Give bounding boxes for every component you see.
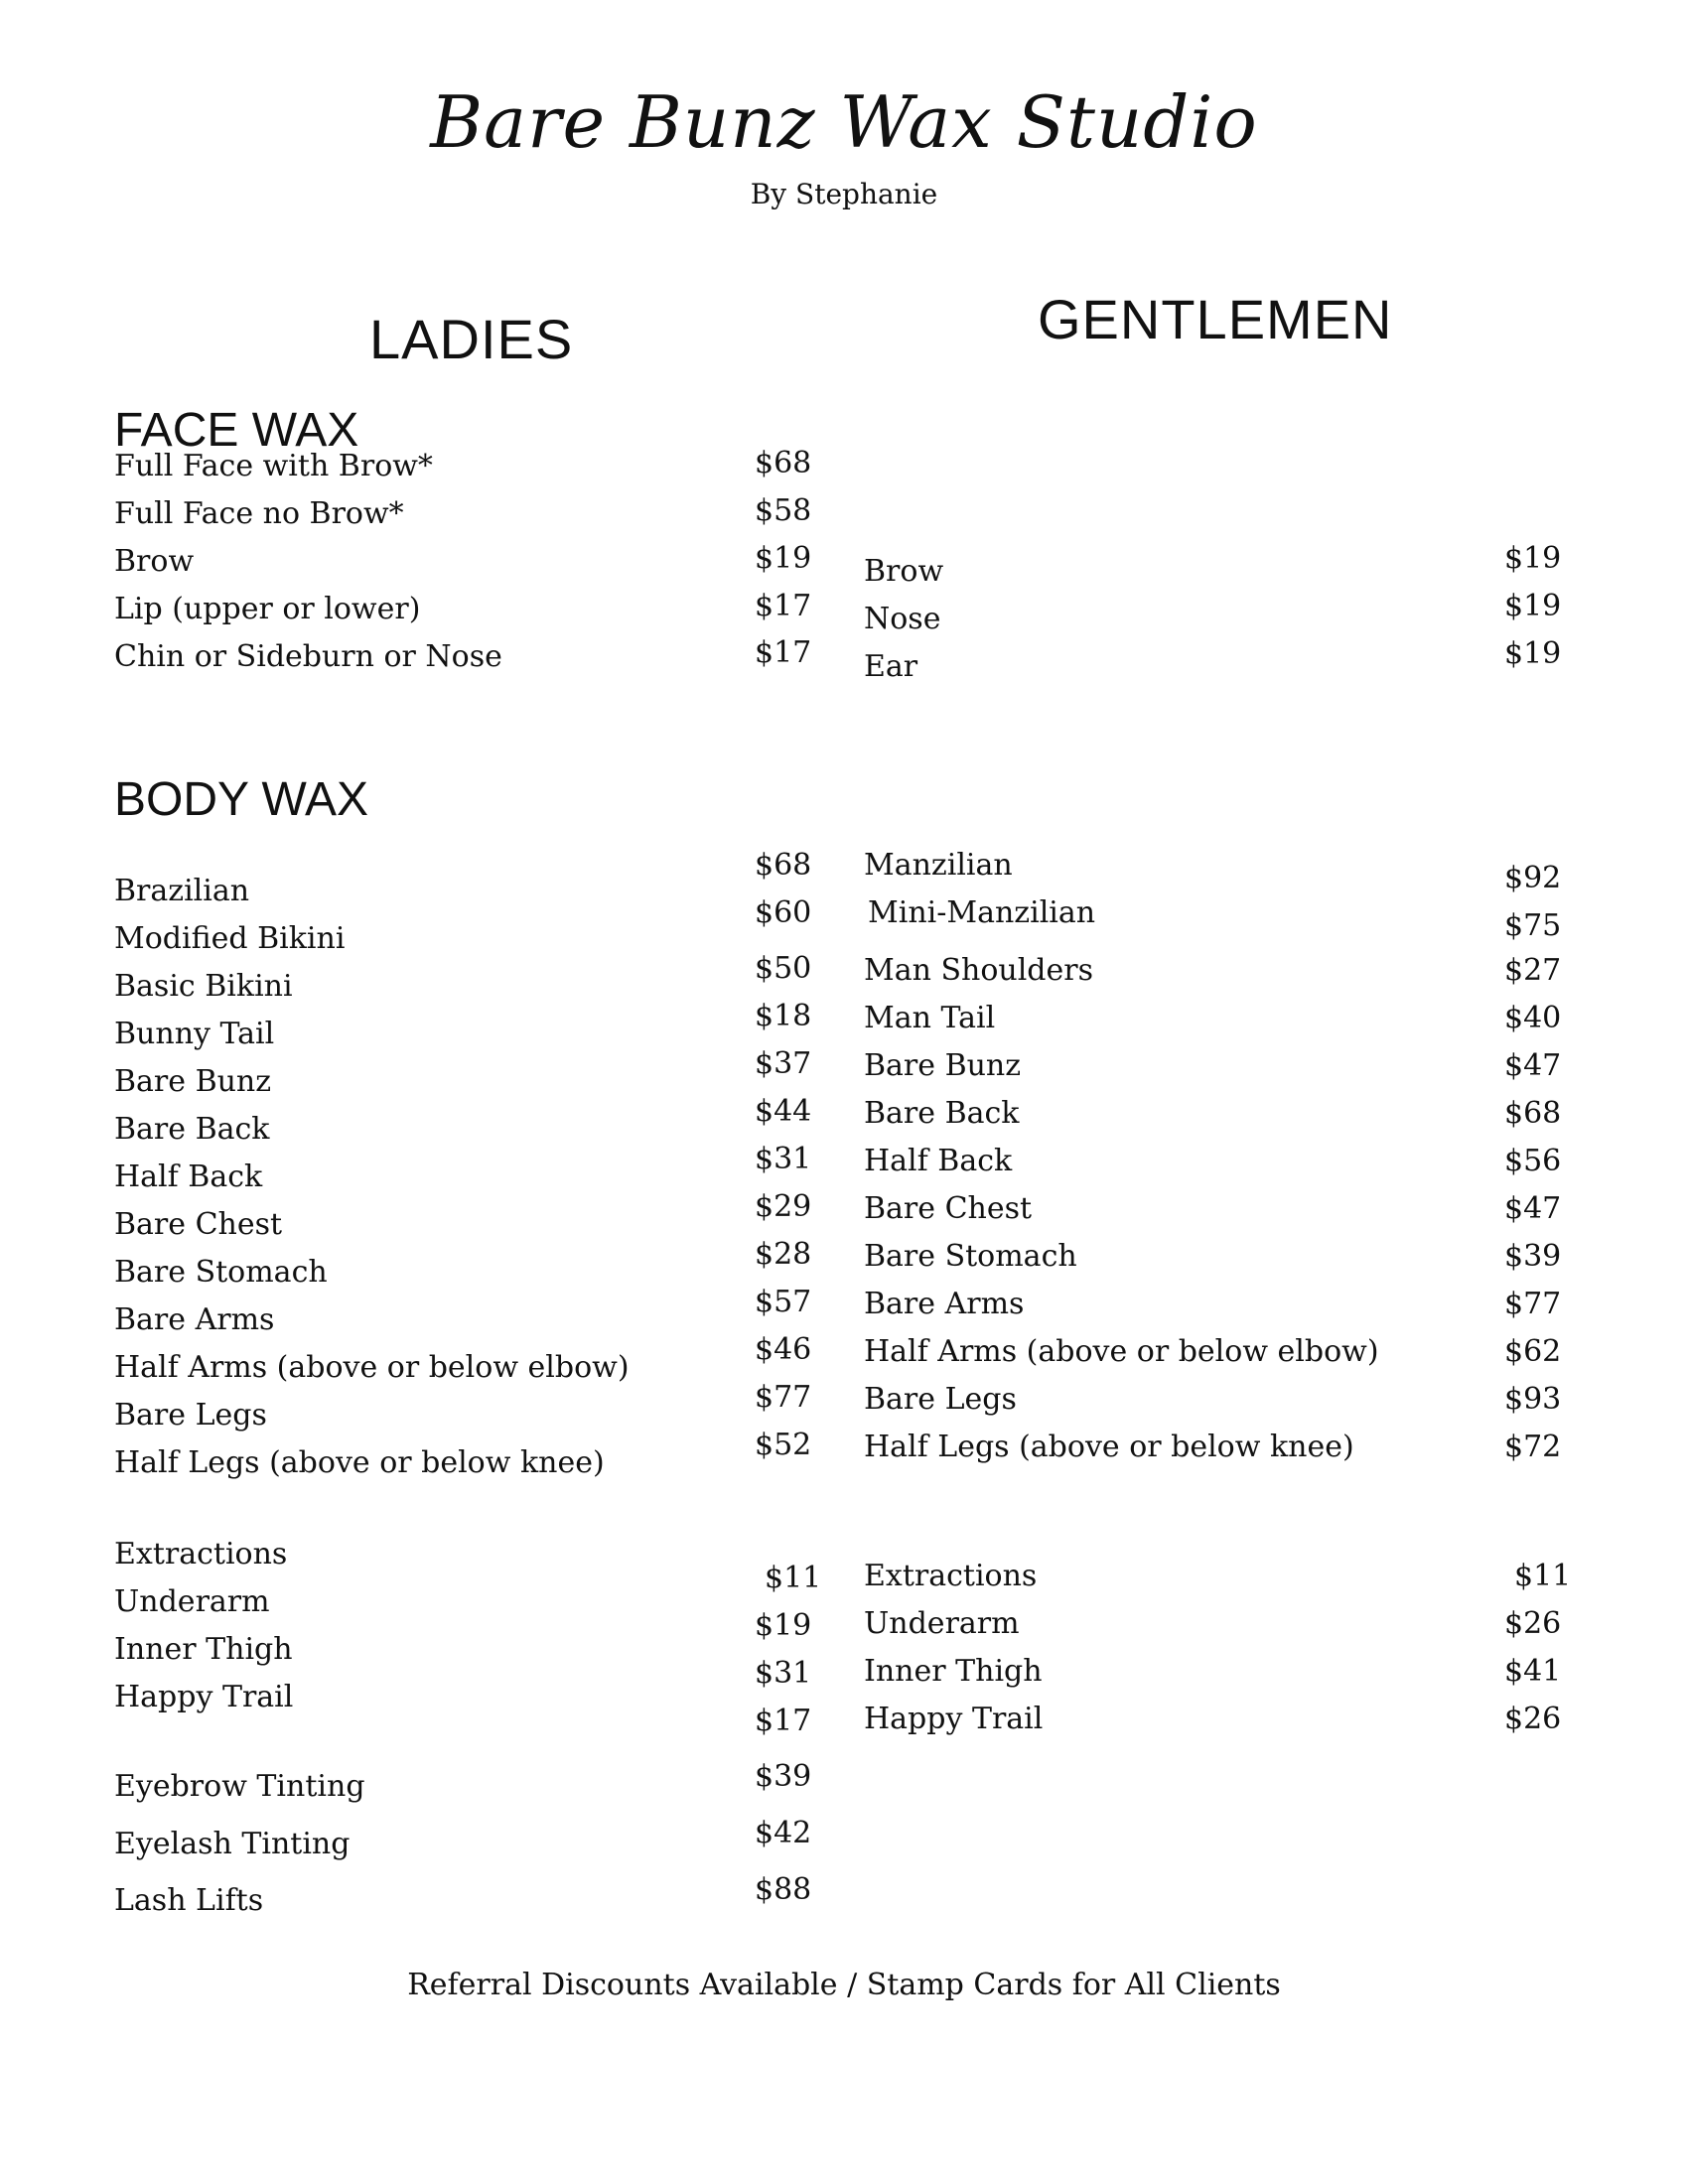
list-item-price: $56: [1504, 1144, 1562, 1178]
ladies-body-wax-heading: BODY WAX: [114, 773, 369, 826]
list-item: Nose: [864, 602, 941, 636]
list-item-price: $17: [755, 589, 812, 623]
list-item: Eyebrow Tinting: [114, 1769, 365, 1804]
list-item-price: $40: [1504, 1001, 1562, 1035]
list-item-price: $75: [1504, 908, 1562, 943]
list-item: Bare Arms: [864, 1287, 1025, 1321]
list-item: Full Face no Brow*: [114, 496, 404, 531]
list-item-price: $19: [1504, 541, 1562, 576]
list-item-price: $58: [755, 493, 812, 528]
list-item-price: $39: [1504, 1239, 1562, 1274]
list-item: Extractions: [114, 1537, 288, 1571]
page-title: Bare Bunz Wax Studio: [430, 80, 1258, 164]
list-item: Half Back: [864, 1144, 1013, 1178]
list-item-price: $26: [1504, 1606, 1562, 1641]
list-item: Bunny Tail: [114, 1017, 275, 1051]
list-item: Underarm: [864, 1606, 1020, 1641]
list-item-price: $60: [755, 895, 812, 930]
list-item-price: $72: [1504, 1430, 1562, 1464]
list-item: Half Legs (above or below knee): [114, 1445, 605, 1480]
list-item-price: $88: [755, 1872, 812, 1907]
list-item-price: $39: [755, 1759, 812, 1794]
list-item: Lash Lifts: [114, 1883, 264, 1918]
list-item-price: $37: [755, 1046, 812, 1081]
list-item: Happy Trail: [864, 1702, 1044, 1736]
list-item-price: $42: [755, 1816, 812, 1850]
list-item: Lip (upper or lower): [114, 592, 421, 626]
list-item-price: $68: [1504, 1096, 1562, 1131]
list-item-price: $62: [1504, 1334, 1562, 1369]
list-item: Underarm: [114, 1584, 270, 1619]
list-item: Manzilian: [864, 848, 1013, 883]
list-item-price: $77: [1504, 1287, 1562, 1321]
list-item-price: $19: [755, 1608, 812, 1643]
list-item: Brazilian: [114, 874, 250, 908]
list-item-price: $77: [755, 1380, 812, 1415]
list-item: Bare Back: [864, 1096, 1020, 1131]
list-item: Modified Bikini: [114, 921, 346, 956]
list-item: Basic Bikini: [114, 969, 293, 1004]
list-item: Man Shoulders: [864, 953, 1094, 988]
list-item: Brow: [864, 554, 944, 589]
list-item: Full Face with Brow*: [114, 449, 433, 483]
list-item-price: $17: [755, 1704, 812, 1738]
list-item-price: $28: [755, 1237, 812, 1272]
list-item: Inner Thigh: [114, 1632, 293, 1667]
gentlemen-heading: GENTLEMEN: [1038, 288, 1393, 350]
list-item-price: $26: [1504, 1702, 1562, 1736]
list-item-price: $68: [755, 446, 812, 480]
list-item: Half Arms (above or below elbow): [864, 1334, 1379, 1369]
ladies-heading: LADIES: [369, 308, 574, 370]
list-item-price: $27: [1504, 953, 1562, 988]
list-item: Half Back: [114, 1160, 263, 1194]
list-item: Chin or Sideburn or Nose: [114, 639, 502, 674]
list-item: Bare Bunz: [114, 1064, 272, 1099]
list-item: Ear: [864, 649, 918, 684]
list-item: Happy Trail: [114, 1680, 294, 1714]
list-item-price: $11: [1514, 1559, 1572, 1593]
list-item-price: $31: [755, 1142, 812, 1176]
list-item-price: $47: [1504, 1048, 1562, 1083]
list-item-price: $19: [1504, 636, 1562, 671]
footer-note: Referral Discounts Available / Stamp Cards for All Clients: [407, 1968, 1281, 2002]
list-item-price: $46: [755, 1332, 812, 1367]
list-item-price: $11: [765, 1561, 822, 1595]
list-item: Man Tail: [864, 1001, 996, 1035]
list-item: Bare Chest: [864, 1191, 1033, 1226]
list-item: Inner Thigh: [864, 1654, 1043, 1689]
list-item-price: $57: [755, 1285, 812, 1319]
list-item: Bare Legs: [114, 1398, 267, 1433]
list-item: Eyelash Tinting: [114, 1827, 351, 1861]
list-item-price: $19: [1504, 589, 1562, 623]
list-item-price: $17: [755, 635, 812, 670]
list-item: Bare Arms: [114, 1302, 275, 1337]
list-item-price: $52: [755, 1428, 812, 1462]
list-item-price: $18: [755, 999, 812, 1033]
list-item-price: $92: [1504, 861, 1562, 895]
list-item: Bare Stomach: [114, 1255, 328, 1290]
list-item-price: $50: [755, 951, 812, 986]
list-item-price: $29: [755, 1189, 812, 1224]
list-item-price: $44: [755, 1094, 812, 1129]
list-item: Bare Bunz: [864, 1048, 1022, 1083]
list-item-price: $93: [1504, 1382, 1562, 1417]
page-subtitle: By Stephanie: [750, 178, 938, 210]
list-item: Brow: [114, 544, 195, 579]
list-item: Extractions: [864, 1559, 1038, 1593]
list-item: Bare Chest: [114, 1207, 283, 1242]
ladies-face-wax-heading: FACE WAX: [114, 404, 359, 457]
list-item: Bare Back: [114, 1112, 270, 1147]
list-item: Half Legs (above or below knee): [864, 1430, 1354, 1464]
list-item-price: $68: [755, 848, 812, 883]
list-item: Bare Stomach: [864, 1239, 1077, 1274]
list-item: Mini-Manzilian: [868, 895, 1096, 930]
list-item-price: $47: [1504, 1191, 1562, 1226]
list-item: Half Arms (above or below elbow): [114, 1350, 630, 1385]
list-item-price: $41: [1504, 1654, 1562, 1689]
list-item-price: $31: [755, 1656, 812, 1691]
list-item-price: $19: [755, 541, 812, 576]
list-item: Bare Legs: [864, 1382, 1017, 1417]
